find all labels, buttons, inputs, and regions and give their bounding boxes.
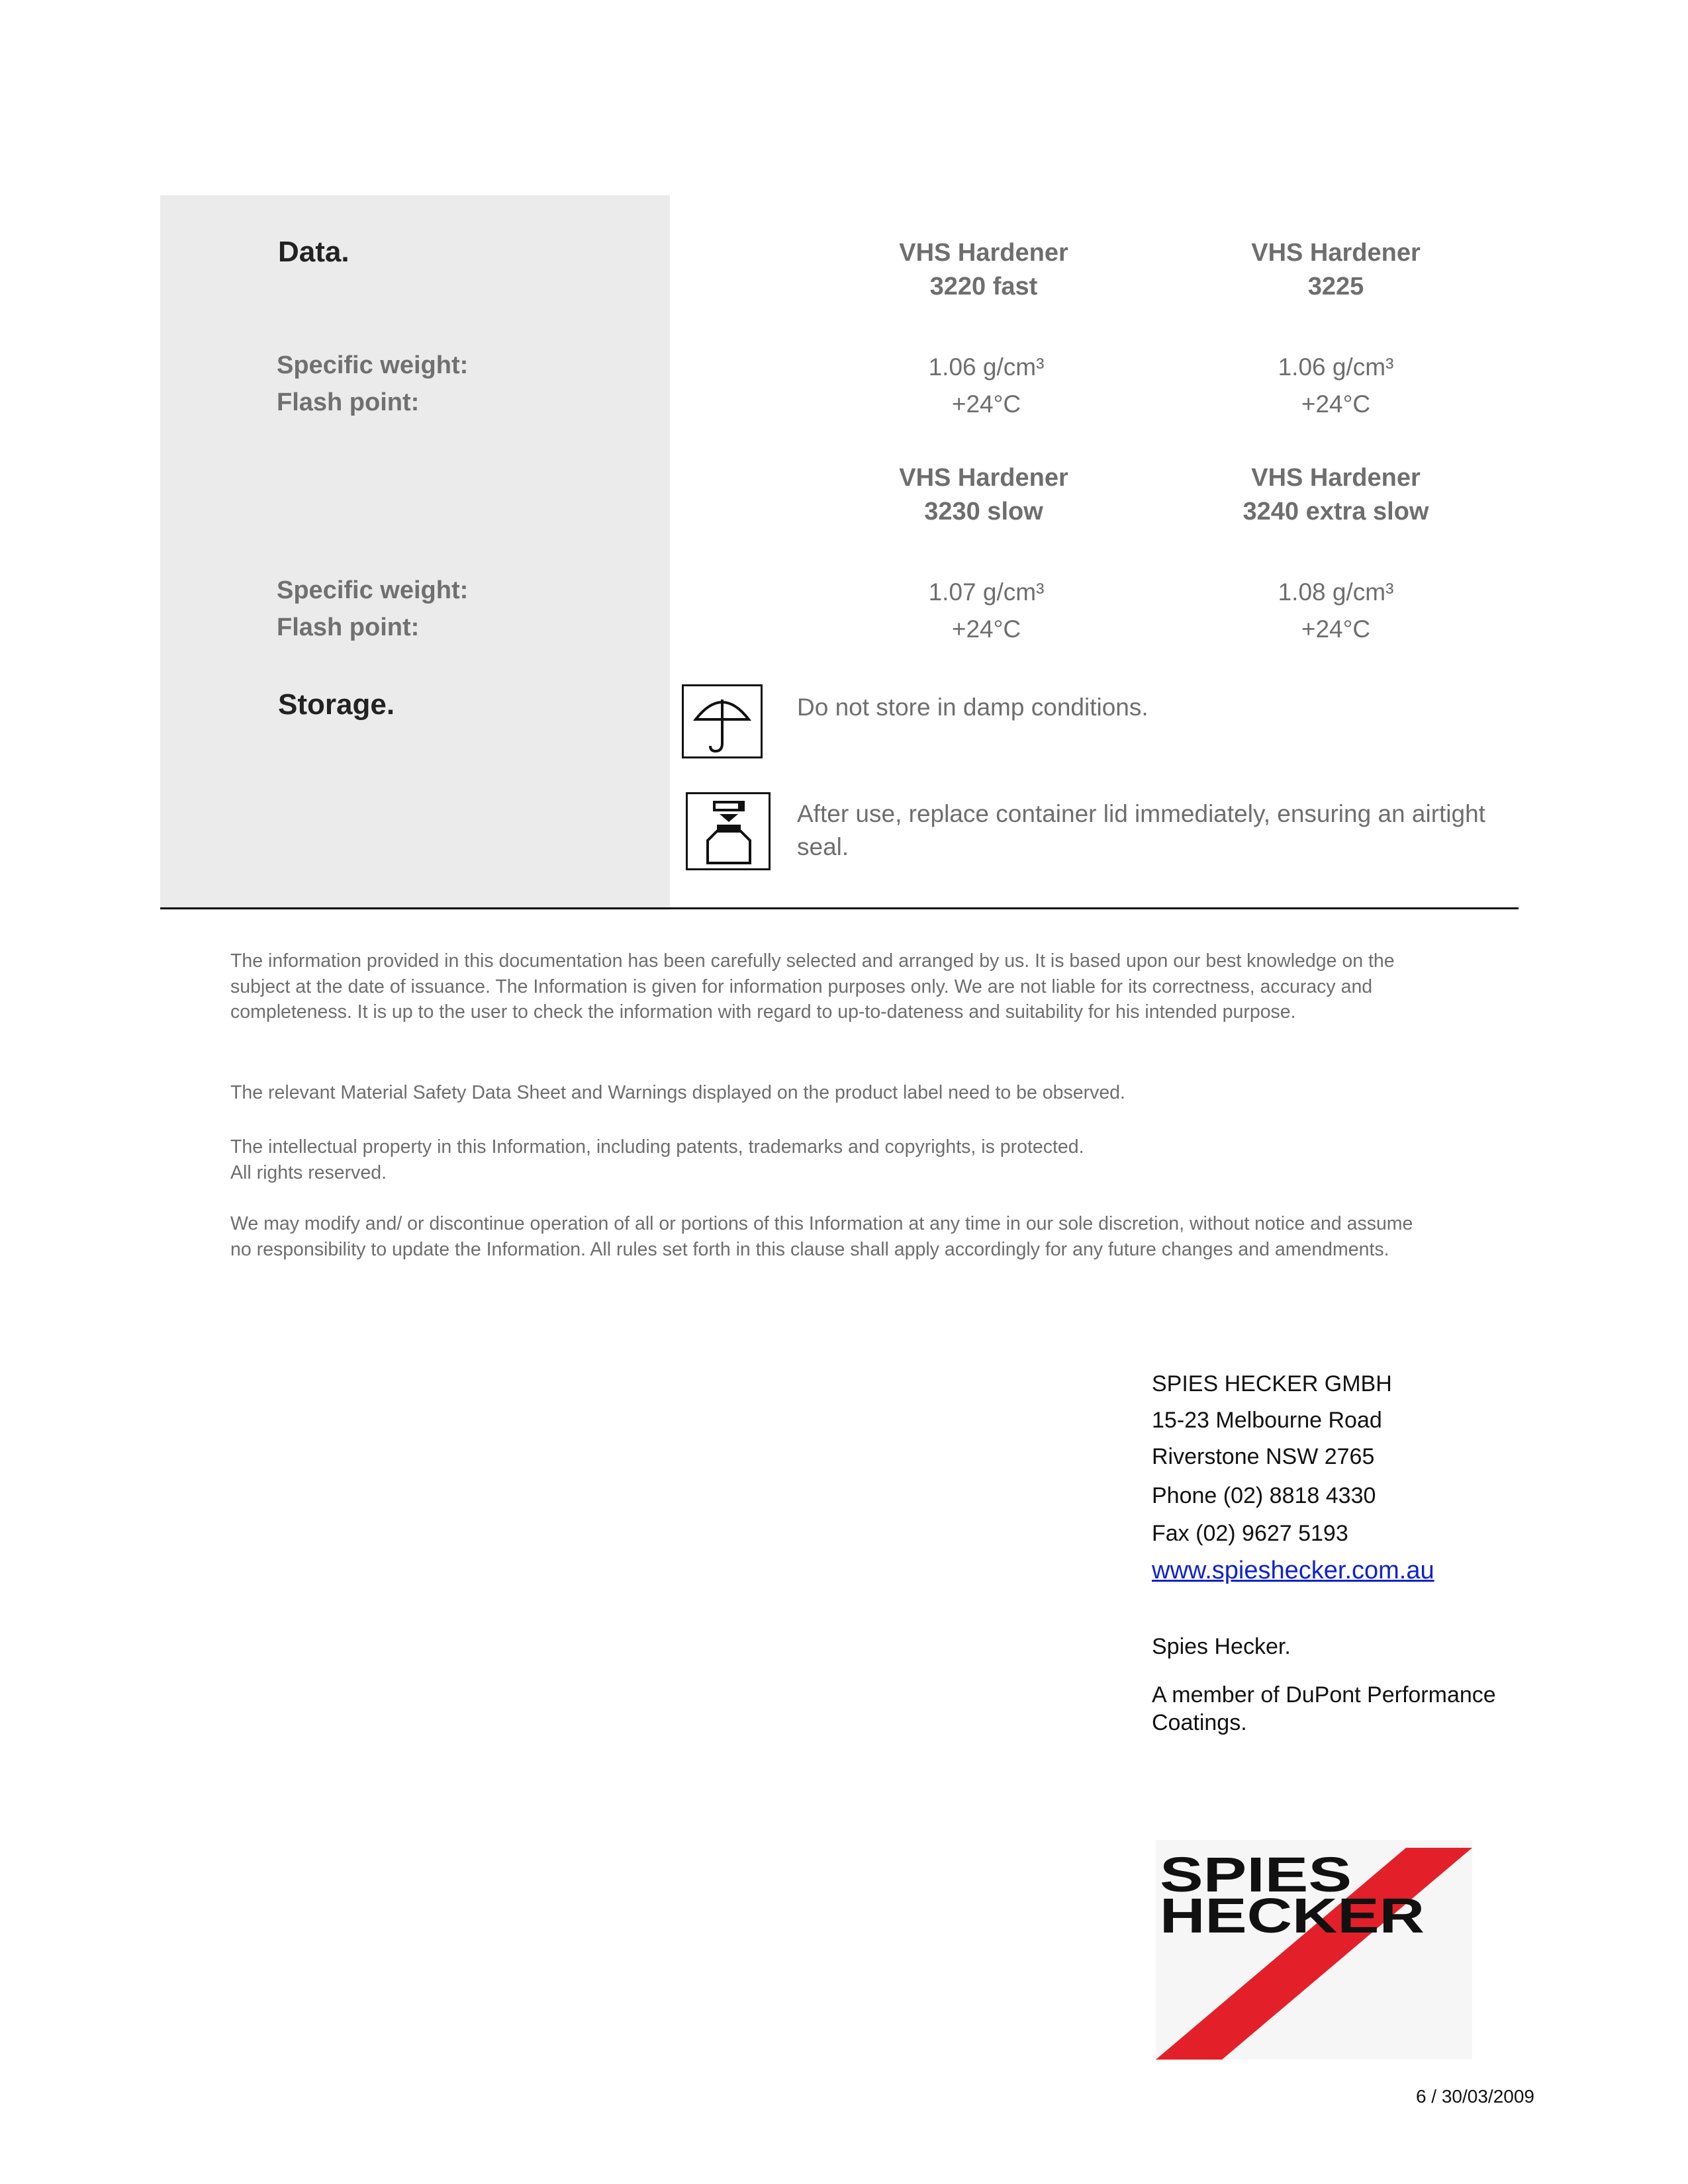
product-header-line1: VHS Hardener — [1251, 464, 1421, 492]
product-header-3220 — [851, 236, 1116, 304]
page-footer: 6 / 30/03/2009 — [1415, 2086, 1534, 2107]
flash-point-value: +24°C — [951, 615, 1021, 643]
specific-weight-value: 1.06 g/cm³ — [1278, 353, 1394, 381]
brand-name: Spies Hecker. — [1152, 1634, 1291, 1659]
container-lid-icon — [686, 792, 771, 870]
specific-weight-value: 1.07 g/cm³ — [928, 578, 1045, 606]
flash-point-value: +24°C — [1301, 390, 1371, 418]
product-header-line2: 3225 — [1307, 273, 1364, 300]
section-divider — [160, 907, 1519, 909]
storage-lid-text — [797, 797, 1485, 864]
disclaimer-line: subject at the date of issuance. The Information is given for information purposes only. We are not liable for its correctness, accuracy and — [230, 976, 1373, 997]
product-header-line2: 3240 extra slow — [1243, 498, 1429, 525]
disclaimer-paragraph-4 — [230, 1211, 1541, 1262]
storage-lid-text-line1: After use, replace container lid immediately, ensuring an airtight — [797, 800, 1485, 827]
logo-graphic — [1156, 1840, 1472, 2060]
disclaimer-line: We may modify and/ or discontinue operation of all or portions of this Information at any time in our sole discretion, without notice and assume — [230, 1213, 1413, 1234]
member-statement — [1152, 1681, 1496, 1737]
product-header-line1: VHS Hardener — [1251, 239, 1421, 267]
product-header-3225 — [1203, 236, 1468, 304]
member-line1: A member of DuPont Performance — [1152, 1682, 1496, 1707]
specific-weight-label: Specific weight: — [277, 351, 469, 379]
disclaimer-paragraph-2: The relevant Material Safety Data Sheet and Warnings displayed on the product label need to be observed. — [230, 1082, 1125, 1103]
city-address: Riverstone NSW 2765 — [1152, 1444, 1375, 1469]
member-line2: Coatings. — [1152, 1710, 1247, 1735]
data-panel-background — [160, 195, 670, 910]
company-name: SPIES HECKER GMBH — [1152, 1371, 1392, 1396]
storage-damp-text: Do not store in damp conditions. — [797, 694, 1149, 721]
disclaimer-paragraph-3 — [230, 1134, 1541, 1185]
product-header-line1: VHS Hardener — [899, 464, 1068, 492]
disclaimer-paragraph-1 — [230, 948, 1541, 1025]
flash-point-value: +24°C — [1301, 615, 1371, 643]
disclaimer-line: The information provided in this documentation has been carefully selected and arranged by us. It is based upon our best knowledge on the — [230, 950, 1395, 972]
storage-section-title: Storage. — [278, 688, 395, 721]
specific-weight-label: Specific weight: — [277, 576, 469, 604]
specific-weight-value: 1.06 g/cm³ — [928, 353, 1045, 381]
website-link[interactable]: www.spieshecker.com.au — [1152, 1557, 1434, 1584]
spies-hecker-logo — [1156, 1840, 1472, 2060]
street-address: 15-23 Melbourne Road — [1152, 1408, 1382, 1433]
logo-text-spies: SPIES — [1160, 1847, 1352, 1902]
fax-number: Fax (02) 9627 5193 — [1152, 1521, 1348, 1546]
product-header-line2: 3220 fast — [929, 273, 1038, 300]
flash-point-value: +24°C — [951, 390, 1021, 418]
phone-number: Phone (02) 8818 4330 — [1152, 1483, 1376, 1508]
storage-lid-text-line2: seal. — [797, 833, 849, 860]
flash-point-label: Flash point: — [277, 614, 420, 641]
disclaimer-line: The intellectual property in this Information, including patents, trademarks and copyrights, is protected. — [230, 1136, 1084, 1158]
flash-point-label: Flash point: — [277, 388, 420, 416]
logo-text-hecker: HECKER — [1160, 1888, 1425, 1943]
product-header-line2: 3230 slow — [924, 498, 1043, 525]
disclaimer-line: All rights reserved. — [230, 1161, 387, 1183]
disclaimer-line: no responsibility to update the Information. All rules set forth in this clause shall apply accordingly for any future changes and amendments. — [230, 1238, 1389, 1260]
umbrella-icon — [682, 684, 763, 758]
data-section-title: Data. — [278, 236, 350, 268]
product-header-3240 — [1203, 461, 1468, 529]
disclaimer-line: completeness. It is up to the user to check the information with regard to up-to-dateness and suitability for his intended purpose. — [230, 1001, 1296, 1023]
product-header-3230 — [851, 461, 1116, 529]
product-header-line1: VHS Hardener — [899, 239, 1068, 267]
specific-weight-value: 1.08 g/cm³ — [1278, 578, 1394, 606]
